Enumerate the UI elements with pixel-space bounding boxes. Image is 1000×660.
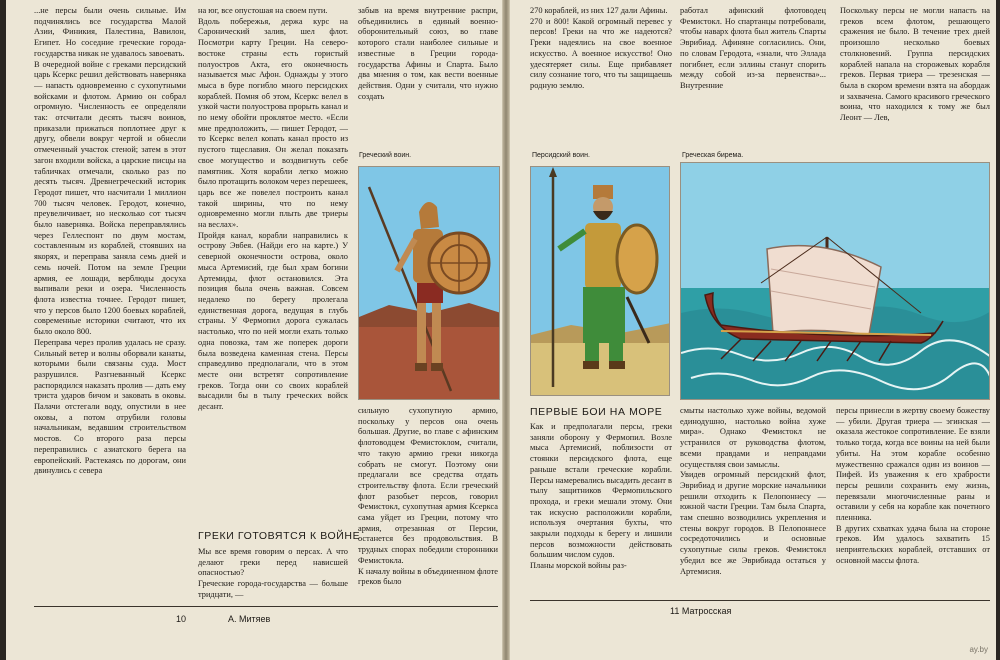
right-column-1-top-text: 270 кораблей, из них 127 дали Афины. 270 и 800! Какой огромный перевес у персов! Греки на что же надеются? Греки надеялись на свое военное искусство. А военное искусство! Оно удесятеряет силы. Еще прибавляет силу сознание того, что ты защищаешь родную землю. [530, 6, 672, 90]
greek-bireme-picture [681, 163, 990, 400]
magazine-spread [6, 0, 996, 660]
right-column-3-top-text: Поскольку персы не могли напасть на греков всем флотом, решающего сражения не было. В течение трех дней произошло несколько боевых столкновений. Группа персидских кораблей напала на сторожевых корабля греков. Первая триера — трезенская — была в скором времени взята на абордаж и захвачена. Самого красивого греческого воина, что находился к тому же был Леонт — Лев, [840, 6, 990, 123]
greek-warrior-picture [359, 167, 500, 400]
left-page-author: А. Митяев [228, 614, 271, 624]
heading-first-sea-battles: ПЕРВЫЕ БОИ НА МОРЕ [530, 406, 663, 418]
left-column-2-text: на юг, все опустошая на своем пути. Вдоль побережья, держа курс на Саронический залив, шел флот. Посмотри карту Греции. На северо-востоке страны есть гористый полуостров Акта, его оконечность называется мыс Афон. Однажды у этого мыса в буре погибло много персидских кораблей. Помня об этом, Ксеркс велел в узкой части полуострова прорыть канал и по нему обойти проклятое место. «Если мне предположить, — пишет Геродот, — то Ксеркс велел копать канал просто из пустого тщеславия. Он желал показать свое могущество и воздвигнуть себе памятник. Хотя корабли легко можно было протащить волоком через перешеек, царь все же повелел построить канал такой ширины, что по нему одновременно могли плыть две триеры на веслах». Пройдя канал, корабли направились к острову Эвбея. (Найди его на карте.) У северной оконечности острова, около мыса Артемисий, где был храм богини Артемиды, флот остановился. Эта позиция была очень важная. Совсем недалеко по берегу пролегала единственная дорога, ведущая в глубь страны. У Фермопил дорога сужалась настолько, что по ней могли ехать только одна повозка, там же поперек дороги была возведена каменная стена. Персы справедливо предполагали, что в этом месте они встретят сопротивление греков. Тогда они со своих кораблей высадили бы в тылу греческих войск десант. [198, 6, 348, 412]
left-page [6, 0, 503, 660]
left-column-3-top-text: забыв на время внутренние распри, объединились в единый военно-оборонительный союз, во главе которого стали наиболее сильные и известные в Греции города-государства Афины и Спарта. Было два мнения о том, как вести военные действия. Одни у считали, что нужно создать [358, 6, 498, 101]
greek-warrior-illustration [358, 166, 500, 400]
heading-greeks-prepare: ГРЕКИ ГОТОВЯТСЯ К ВОЙНЕ [198, 530, 361, 542]
left-page-number: 10 [176, 614, 187, 624]
caption-greek-warrior: Греческий воин. [359, 152, 412, 159]
right-footer-rule [530, 600, 990, 601]
right-column-2-top-text: работал афинский флотоводец Фемистокл. Но спартанцы потребовали, чтобы наварх флота был житель Спарты Эврибиад. Афиняне согласились. Они, по словам Геродота, «знали, что Эллада погибнет, если эллины станут спорить между собой из-за первенства»... Внутренние [680, 6, 826, 90]
left-column-1-text: ...не персы были очень сильные. Им подчинялись все государства Малой Азии, Финикия, Палестина, Вавилон, Египет. Но соседние греческие города-государства никак не удавалось завоевать. В очередной войне с греками персидский царь Ксеркс решил действовать наверняка — напасть одновременно с сухопутными войсками и флотом. Армию он собрал огромную. Численность ее определяли так: отсчитали десять тысяч воинов, приказали прижаться поплотнее друг к другу, обвели вокруг чертой и обнесли отмеченный участок стеной; затем в этот загон входили войска, а царские писцы на табличках отмечали, сколько раз по десять тысяч. Древнегреческий историк Геродот пишет, что насчитали 1 миллион 700 тысяч человек. Геродот, конечно, преувеличивает, но несколько сот тысяч было наверняка. Войска переправлялись через Геллеспонт по двум мостам, составленным из кораблей, стоявших на якорях, и переправа заняла семь дней и семь ночей. Потом на земле Греции армия, ее лошади, верблюды досуха выпивали реки и озера. Численность флота известна точнее. Геродот пишет, что у персов было 1200 боевых кораблей, современные историки считают, что их было около 800. Переправа через пролив удалась не сразу. Сильный ветер и волны оборвали канаты, которыми были связаны суда. Мост разрушился. Разгневанный Ксеркс распорядился наказать пролив — дать ему триста ударов бичом и заковать в оковы. Палачи отстегали воду, опустили в нее оковы, а потом отрубили головы начальникам, ведавшим строительством мостов. Со второго раза персы переправились с азиатского берега на европейский. Растекаясь по дорогам, они двинулись с севера [34, 6, 186, 476]
right-page-folio: 11 Матросская [670, 606, 732, 616]
watermark-text: ay.by [969, 645, 988, 654]
right-column-3-bottom-text: персы принесли в жертву своему божеству — убили. Другая триера — эгинская — оказала жестокое сопротивление. Ее взяли только тогда, когда все воины на ней были убиты. На этом корабле особенно мужественно сражался один из воинов — Пифей. Из уважения к его храбрости персы решили сохранить ему жизнь, перевязали многочисленные раны и оставили у себя на корабле как почетного пленника. В других схватках удача была на стороне греков. Им удалось захватить 15 неприятельских кораблей, отставших от основной массы флота. [836, 406, 990, 565]
right-column-2-bottom-text: смыты настолько хуже войны, ведомой единодушно, настолько война хуже мира». Однако Фемистокл не устранился от руководства флотом, всеми правдами и неправдами осуществляя свои замыслы. Увидев огромный персидский флот, Эврибиад и другие морские начальники решили отходить к Пелопоннесу — южной части Греции. Там была Спарта, там спешно возводились укрепления и стены вокруг городов. В Пелопоннесе сосредоточились и основные сухопутные силы греков. Фемистокл убедил все же Эврибиада остаться у Артемисия. [680, 406, 826, 576]
left-column-3-bottom-text: сильную сухопутную армию, поскольку у персов она очень большая. Другие, во главе с афинским флотоводцем Фемистоклом, считали, что такую армию греки никогда собрать не смогут. Поэтому они предлагали все средства отдать строительству флота. Если греческий флот разобьет персов, говорил Фемистокл, сухопутная армия Ксеркса сама уйдет из Греции, потому что армия, отрезанная от Персии, останется без продовольствия. В трудных спорах победили сторонники Фемистокла. К началу войны в объединенном флоте греков было [358, 406, 498, 587]
caption-persian-warrior: Персидский воин. [532, 152, 590, 159]
persian-warrior-picture [531, 167, 670, 396]
right-column-1-bottom-text: Как и предполагали персы, греки заняли оборону у Фермопил. Возле мыса Артемисий, поблизости от стоянки персидского флота, еще раньше встали греческие корабли. Персы намеревались высадить десант в тылу защитников Фермопильского прохода, и греки мешали этому. Они так искусно расположили корабли, используя очертания бухты, что закрыли подходы к берегу и лишили персов возможности действовать большим числом судов. Планы морской войны раз- [530, 422, 672, 571]
persian-warrior-illustration [530, 166, 670, 396]
greek-bireme-illustration [680, 162, 990, 400]
caption-greek-bireme: Греческая бирема. [682, 152, 744, 159]
right-page [509, 0, 996, 660]
left-footer-rule [34, 606, 498, 607]
left-column-2-bottom-text: Мы все время говорим о персах. А что делают греки перед нависшей опасностью? Греческие города-государства — больше тридцати, — [198, 547, 348, 599]
